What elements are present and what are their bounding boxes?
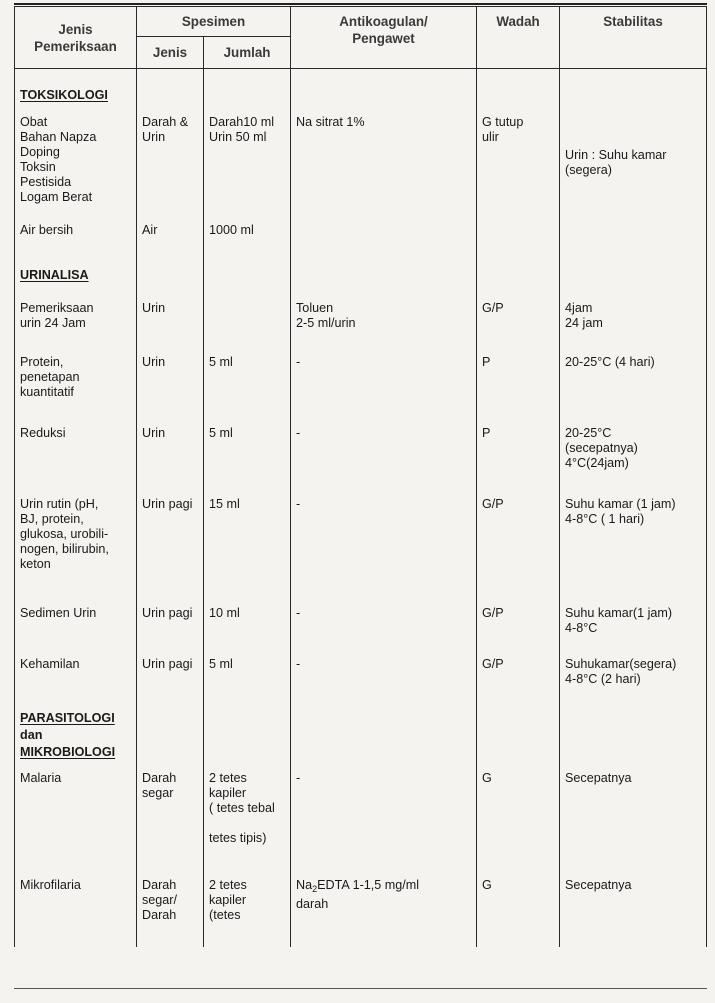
cell-jumlah: 5 ml [204,426,291,497]
cell-pemeriksaan: Sedimen Urin [15,606,137,657]
header-spesimen: Spesimen [137,7,291,37]
antikoagulan-subscript: 2 [312,883,318,894]
cell-stabilitas: Urin : Suhu kamar (segera) [560,107,707,223]
cell-jenis: Urin [137,355,204,426]
cell-jumlah: 2 tetes kapiler ( tetes tebal tetes tipis) [204,765,291,874]
cell-jumlah: 1000 ml [204,223,291,268]
cell-jenis: Air [137,223,204,268]
cell-pemeriksaan: Malaria [15,765,137,874]
table-row [15,874,707,947]
cell-pemeriksaan: Reduksi [15,426,137,497]
cell-stabilitas: Secepatnya [560,765,707,874]
cell-jumlah: 2 tetes kapiler (tetes [204,874,291,947]
cell-stabilitas: 4jam 24 jam [560,301,707,355]
specimen-table [14,6,707,947]
top-rule [14,3,707,5]
table-row [15,223,707,268]
cell-jenis: Urin pagi [137,606,204,657]
cell-stabilitas: Suhukamar(segera) 4-8°C (2 hari) [560,657,707,709]
table-row [15,765,707,874]
cell-pemeriksaan: Air bersih [15,223,137,268]
cell-antikoagulan: - [291,765,477,874]
cell-jenis: Darah segar [137,765,204,874]
cell-wadah: G [477,765,560,874]
cell-antikoagulan: Na sitrat 1% [291,107,477,223]
cell-jenis: Darah & Urin [137,107,204,223]
cell-antikoagulan: - [291,426,477,497]
section-row [15,69,707,107]
cell-antikoagulan: - [291,606,477,657]
cell-pemeriksaan: Protein, penetapan kuantitatif [15,355,137,426]
cell-antikoagulan: Toluen 2-5 ml/urin [291,301,477,355]
cell-antikoagulan: - [291,497,477,606]
cell-wadah: G/P [477,606,560,657]
cell-wadah: G/P [477,497,560,606]
header-spesimen-jumlah: Jumlah [204,37,291,69]
cell-jenis: Urin pagi [137,657,204,709]
cell-wadah: G/P [477,657,560,709]
antikoagulan-suffix: EDTA 1-1,5 mg/ml darah [296,877,420,911]
cell-jumlah: 15 ml [204,497,291,606]
cell-stabilitas: 20-25°C (secepatnya) 4°C(24jam) [560,426,707,497]
cell-wadah: G [477,874,560,947]
cell-jumlah: 10 ml [204,606,291,657]
section-toksikologi: TOKSIKOLOGI [20,87,108,102]
cell-antikoagulan [291,874,477,947]
header-wadah: Wadah [477,7,560,69]
table-row [15,355,707,426]
section-mikrobiologi: MIKROBIOLOGI [20,744,116,759]
cell-stabilitas: Secepatnya [560,874,707,947]
cell-wadah: G/P [477,301,560,355]
cell-pemeriksaan: Obat Bahan Napza Doping Toksin Pestisida Logam Berat [15,107,137,223]
section-row [15,709,707,765]
header-antikoagulan: Antikoagulan/ Pengawet [291,7,477,69]
header-jenis-pemeriksaan: Jenis Pemeriksaan [15,7,137,69]
table-row [15,426,707,497]
cell-stabilitas: Suhu kamar(1 jam) 4-8°C [560,606,707,657]
cell-pemeriksaan: Pemeriksaan urin 24 Jam [15,301,137,355]
header-stabilitas: Stabilitas [560,7,707,69]
section-urinalisa: URINALISA [20,267,89,282]
table-row [15,657,707,709]
cell-pemeriksaan: Kehamilan [15,657,137,709]
cell-wadah: G tutup ulir [477,107,560,223]
cell-jenis: Urin [137,426,204,497]
table-row [15,107,707,223]
table-row [15,606,707,657]
cell-jenis: Urin pagi [137,497,204,606]
section-dan: dan [20,727,43,742]
cell-pemeriksaan: Urin rutin (pH, BJ, protein, glukosa, urobili- nogen, bilirubin, keton [15,497,137,606]
cell-pemeriksaan: Mikrofilaria [15,874,137,947]
cell-jumlah: 5 ml [204,355,291,426]
bottom-rule [14,988,707,989]
cell-jenis: Darah segar/ Darah [137,874,204,947]
cell-jumlah: 5 ml [204,657,291,709]
cell-stabilitas: Suhu kamar (1 jam) 4-8°C ( 1 hari) [560,497,707,606]
cell-wadah: P [477,426,560,497]
cell-antikoagulan: - [291,355,477,426]
header-spesimen-jenis: Jenis [137,37,204,69]
cell-stabilitas: 20-25°C (4 hari) [560,355,707,426]
cell-antikoagulan: - [291,657,477,709]
table-row [15,301,707,355]
cell-wadah: P [477,355,560,426]
antikoagulan-prefix: Na [296,877,313,892]
table-row [15,497,707,606]
section-row [15,268,707,301]
cell-jenis: Urin [137,301,204,355]
cell-jumlah: Darah10 ml Urin 50 ml [204,107,291,223]
section-parasitologi: PARASITOLOGI [20,710,115,725]
